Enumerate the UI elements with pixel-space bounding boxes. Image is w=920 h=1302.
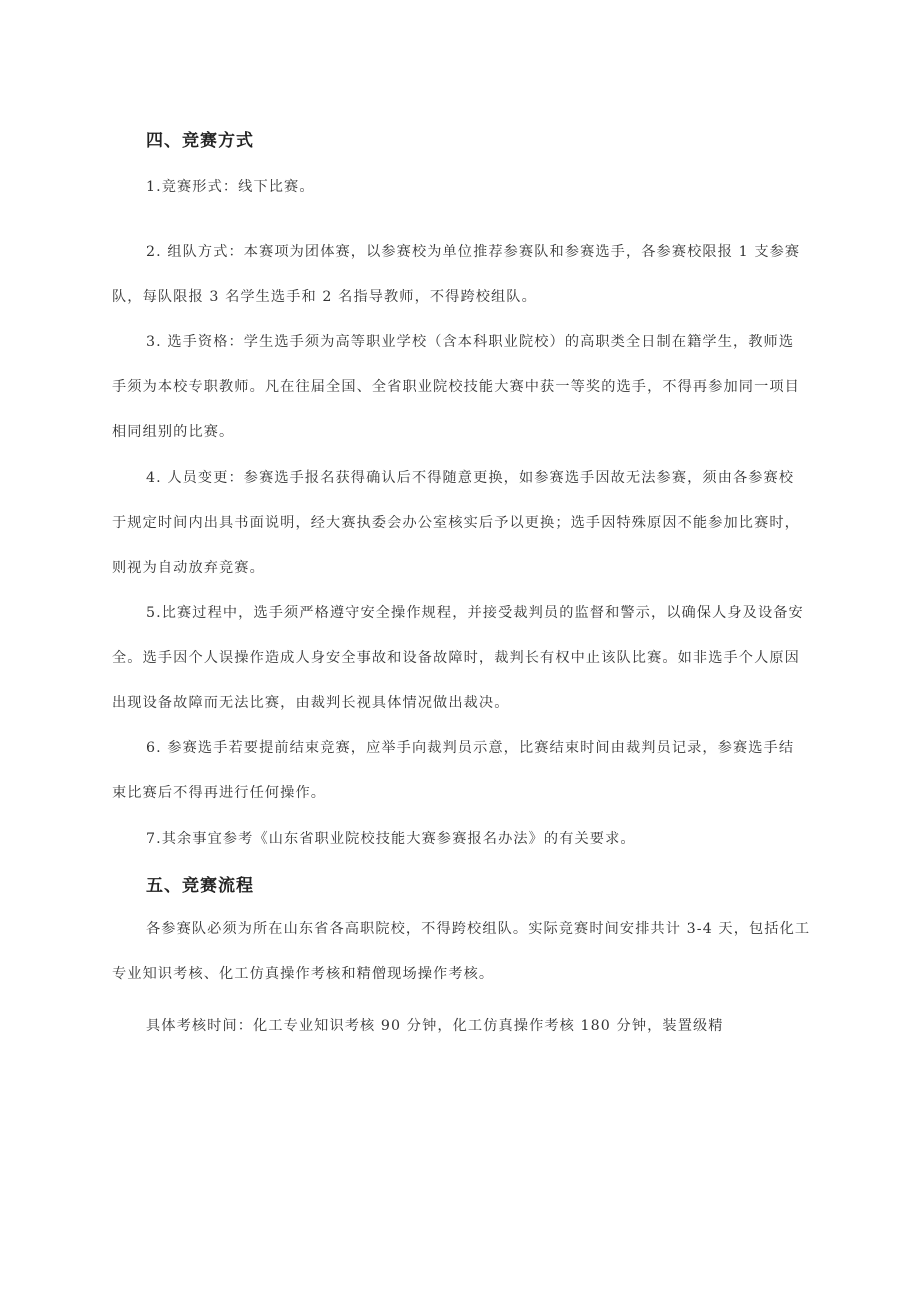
- paragraph-line: 3. 选手资格：学生选手须为高等职业学校（含本科职业院校）的高职类全日制在籍学生，教师选: [146, 334, 795, 350]
- section-heading: 五、竞赛流程: [146, 876, 254, 896]
- paragraph-line: 5.比赛过程中，选手须严格遵守安全操作规程，并接受裁判员的监督和警示，以确保人身及设备安: [146, 605, 804, 621]
- section-heading: 四、竞赛方式: [146, 131, 254, 151]
- paragraph-line: 各参赛队必须为所在山东省各高职院校，不得跨校组队。实际竞赛时间安排共计 3-4 天，包括化工: [146, 921, 811, 937]
- paragraph-line: 1.竞赛形式：线下比赛。: [146, 179, 315, 195]
- paragraph-line: 手须为本校专职教师。凡在往届全国、全省职业院校技能大赛中获一等奖的选手，不得再参加同一项目: [112, 379, 800, 395]
- paragraph-line: 相同组别的比赛。: [112, 424, 235, 440]
- paragraph-line: 4. 人员变更：参赛选手报名获得确认后不得随意更换，如参赛选手因故无法参赛，须由各参赛校: [146, 470, 795, 486]
- paragraph-line: 束比赛后不得再进行任何操作。: [112, 785, 327, 801]
- paragraph-line: 具体考核时间：化工专业知识考核 90 分钟，化工仿真操作考核 180 分钟，装置级精: [146, 1018, 724, 1034]
- paragraph-line: 专业知识考核、化工仿真操作考核和精僧现场操作考核。: [112, 966, 495, 982]
- paragraph-line: 全。选手因个人误操作造成人身安全事故和设备故障时，裁判长有权中止该队比赛。如非选手个人原因: [112, 650, 800, 666]
- paragraph-line: 队，每队限报 3 名学生选手和 2 名指导教师，不得跨校组队。: [112, 289, 537, 305]
- paragraph-line: 7.其余事宜参考《山东省职业院校技能大赛参赛报名办法》的有关要求。: [146, 831, 636, 847]
- paragraph-line: 2. 组队方式：本赛项为团体赛，以参赛校为单位推荐参赛队和参赛选手，各参赛校限报 1 支参赛: [146, 244, 801, 260]
- paragraph-line: 于规定时间内出具书面说明，经大赛执委会办公室核实后予以更换；选手因特殊原因不能参加比赛时，: [112, 515, 800, 531]
- paragraph-line: 出现设备故障而无法比赛，由裁判长视具体情况做出裁决。: [112, 695, 510, 711]
- paragraph-line: 6. 参赛选手若要提前结束竞赛，应举手向裁判员示意，比赛结束时间由裁判员记录，参赛选手结: [146, 740, 795, 756]
- paragraph-line: 则视为自动放弃竞赛。: [112, 560, 265, 576]
